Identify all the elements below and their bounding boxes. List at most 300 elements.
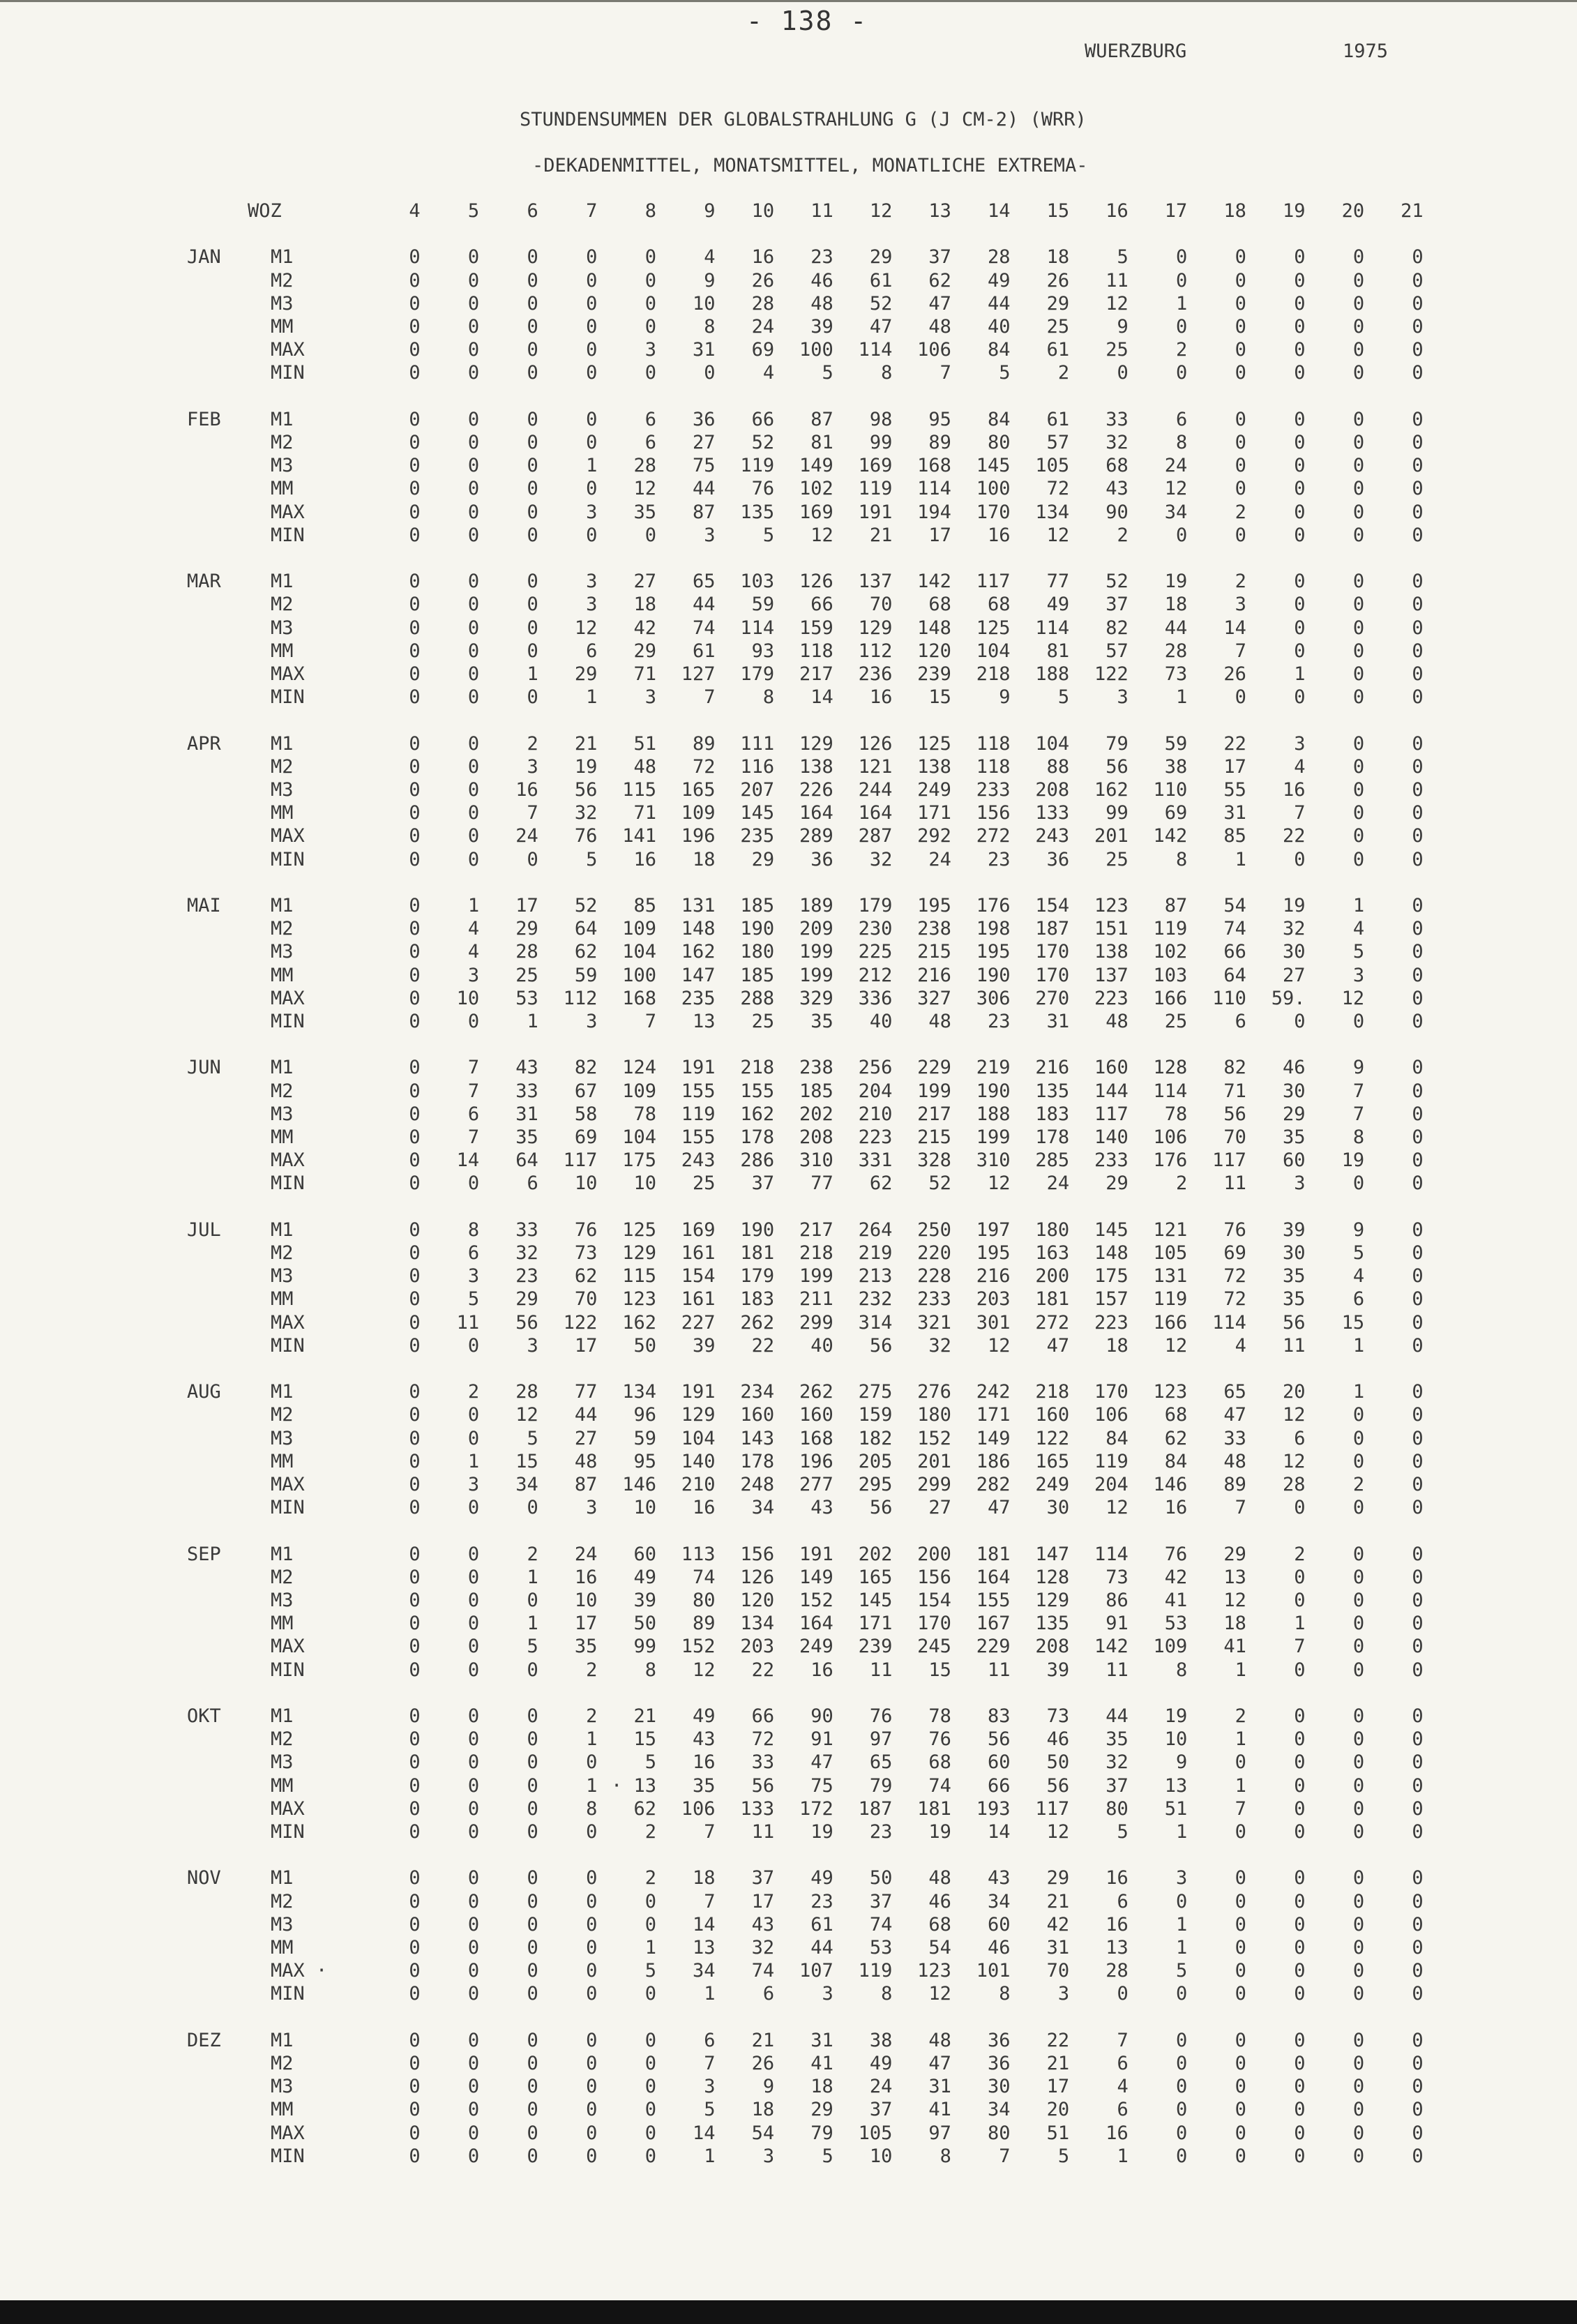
table-cell: 0 [1352,1450,1365,1472]
table-cell: 68 [1164,1404,1188,1426]
month-label [105,1566,271,1589]
table-cell: 79 [869,1774,893,1797]
table-cell: 4 [1235,1334,1246,1357]
table-cell: 14 [456,1149,480,1172]
table-cell: 0 [586,362,598,384]
table-row [105,1080,1424,1103]
table-cell: 61 [810,1913,833,1936]
table-cell: 107 [799,1960,833,1982]
table-cell: 10 [574,1172,598,1195]
table-cell: 0 [1412,1774,1424,1797]
table-row [105,1334,1424,1357]
table-cell: 223 [1094,1311,1129,1334]
spacer [105,709,1424,732]
table-cell: 28 [751,292,775,315]
table-cell: 223 [858,1126,893,1149]
table-cell: 0 [1412,802,1424,824]
table-cell: 76 [574,825,598,847]
table-cell: 0 [527,2145,538,2167]
table-cell: 8 [881,362,893,384]
table-cell: 0 [1412,1288,1424,1311]
table-cell: 183 [1035,1103,1070,1125]
month-gap [105,1357,1424,1380]
table-cell: 0 [1294,686,1306,709]
table-cell: 0 [409,1149,421,1172]
table-cell: 3 [704,2076,716,2098]
table-cell: 0 [1352,802,1365,824]
table-cell: 35 [1282,1265,1306,1288]
table-cell: 74 [869,1913,893,1936]
row-label: MIN [271,1659,305,1681]
table-cell: 121 [858,755,893,778]
table-cell: 115 [622,1265,656,1288]
month-label [105,755,271,778]
table-cell: 239 [858,1636,893,1658]
table-cell: 36 [988,2053,1011,2075]
table-cell: 287 [858,825,893,847]
table-row [105,1543,1424,1566]
table-cell: 46 [928,1890,951,1912]
table-cell: 0 [527,1497,538,1519]
table-cell: 0 [1352,339,1365,361]
table-cell: 0 [1176,2053,1188,2075]
table-cell: 7 [1235,1797,1246,1820]
table-cell: 0 [1412,524,1424,546]
table-cell: 49 [810,1867,833,1889]
table-cell: 0 [1352,432,1365,453]
table-cell: 0 [1412,895,1424,917]
row-label: M1 [271,1057,294,1079]
table-cell: 0 [409,2145,421,2167]
table-cell: 21 [1046,1890,1070,1912]
table-cell: 6 [586,640,598,662]
table-cell: 69 [751,339,775,361]
row-label: M1 [271,408,294,430]
table-cell: 25 [751,1011,775,1033]
table-cell: 100 [622,964,656,986]
table-cell: 113 [681,1543,716,1565]
table-cell: 12 [1046,524,1070,546]
table-cell: 36 [988,2029,1011,2051]
table-cell: 0 [1294,1867,1306,1889]
table-cell: 149 [799,455,833,477]
table-cell: 80 [988,2122,1011,2144]
month-label [105,617,271,640]
table-cell: 162 [681,941,716,963]
table-cell: 30 [1282,941,1306,963]
table-cell: 60 [633,1543,656,1565]
table-cell: 145 [858,1590,893,1612]
table-cell: 35 [1282,1126,1306,1149]
table-cell: 0 [586,2099,598,2121]
table-cell: 0 [1294,1960,1306,1982]
table-cell: 93 [751,640,775,662]
table-cell: 129 [858,617,893,639]
table-cell: 84 [988,408,1011,430]
table-cell: 3 [1176,1867,1188,1889]
table-cell: 218 [976,663,1011,686]
table-cell: 5 [586,848,598,870]
table-cell: 0 [467,1011,480,1033]
table-cell: 48 [574,1450,598,1472]
table-cell: 178 [740,1126,775,1149]
table-cell: 96 [633,1404,656,1426]
table-cell: 0 [586,2122,598,2144]
table-cell: 31 [1223,802,1246,824]
table-cell: 23 [988,1011,1011,1033]
table-cell: 32 [1106,432,1129,453]
table-cell: 0 [1412,779,1424,801]
table-cell: 0 [1412,941,1424,963]
table-cell: 75 [693,455,716,477]
table-cell: 208 [799,1126,833,1149]
table-cell: 9 [1352,1218,1365,1241]
table-cell: 217 [799,663,833,686]
table-cell: 168 [799,1427,833,1449]
table-cell: 149 [976,1427,1011,1449]
table-cell: 225 [858,941,893,963]
table-cell: 0 [467,2076,480,2098]
table-cell: 170 [976,501,1011,523]
table-cell: 0 [1235,2099,1246,2121]
row-label: MAX [271,339,305,361]
table-cell: 162 [1094,779,1129,801]
table-cell: 115 [622,779,656,801]
table-cell: 5 [527,1427,538,1449]
table-cell: 62 [574,941,598,963]
table-cell: 0 [1352,640,1365,662]
table-cell: 154 [681,1265,716,1288]
row-label: M2 [271,1728,294,1751]
table-cell: 59 [574,964,598,986]
table-row [105,1311,1424,1334]
table-cell: 152 [917,1427,951,1449]
table-cell: 36 [1046,848,1070,870]
table-cell: 160 [1094,1057,1129,1079]
table-cell: 203 [740,1636,775,1658]
table-row [105,1473,1424,1496]
table-cell: 72 [751,1728,775,1751]
table-row [105,477,1424,500]
table-cell: 195 [917,895,951,917]
month-label [105,824,271,847]
table-row [105,1913,1424,1936]
table-cell: 0 [409,594,421,616]
table-cell: 72 [1046,478,1070,500]
table-cell: 0 [1412,432,1424,453]
table-cell: 25 [515,964,538,986]
month-label [105,1496,271,1519]
row-label: MIN [271,1172,305,1195]
table-cell: 35 [633,501,656,523]
table-cell: 0 [644,2053,656,2075]
table-cell: 0 [1176,269,1188,292]
table-cell: 34 [693,1960,716,1982]
table-cell: 3 [822,1983,833,2005]
table-cell: 0 [409,1011,421,1033]
table-cell: 5 [644,1751,656,1774]
table-cell: 0 [1294,1913,1306,1936]
table-cell: 76 [574,1218,598,1241]
table-cell: 0 [1294,640,1306,662]
table-cell: 3 [586,594,598,616]
table-cell: 0 [1412,339,1424,361]
month-label [105,454,271,477]
table-cell: 70 [869,594,893,616]
table-cell: 6 [1117,2099,1129,2121]
table-cell: 41 [1223,1636,1246,1658]
table-cell: 0 [409,292,421,315]
table-cell: 49 [693,1705,716,1728]
table-cell: 1 [527,663,538,686]
table-cell: 27 [574,1427,598,1449]
table-cell: 0 [1294,2099,1306,2121]
table-cell: 0 [1352,292,1365,315]
table-cell: 4 [1294,755,1306,778]
table-cell: 29 [515,1288,538,1311]
table-cell: 0 [1235,686,1246,709]
table-cell: 5 [1352,941,1365,963]
table-row [105,1149,1424,1172]
table-cell: 135 [1035,1613,1070,1635]
table-cell: 6 [704,2029,716,2051]
table-cell: 0 [409,1450,421,1472]
table-cell: 295 [858,1474,893,1496]
month-gap [105,547,1424,570]
month-gap [105,222,1424,246]
table-cell: 0 [1235,339,1246,361]
table-cell: 135 [740,501,775,523]
table-cell: 0 [527,524,538,546]
table-cell: 0 [1412,1381,1424,1403]
month-label: MAR [187,571,221,593]
row-label: M1 [271,1381,294,1403]
table-cell: 0 [409,1960,421,1982]
table-cell: 0 [1352,1821,1365,1843]
table-cell: 239 [917,663,951,686]
table-cell: 8 [1176,432,1188,453]
table-cell: 12 [1223,1590,1246,1612]
table-cell: 16 [574,1566,598,1588]
table-cell: 0 [409,1080,421,1102]
table-cell: 0 [1412,1450,1424,1472]
table-cell: 0 [1352,501,1365,523]
table-cell: 270 [1035,987,1070,1009]
table-cell: 77 [574,1381,598,1403]
hour-header: 6 [527,200,538,222]
table-cell: 29 [869,246,893,269]
table-cell: 21 [869,524,893,546]
table-cell: 43 [751,1913,775,1936]
table-cell: 54 [751,2122,775,2144]
table-cell: 0 [467,2122,480,2144]
table-cell: 49 [633,1566,656,1588]
table-cell: 16 [693,1497,716,1519]
table-cell: 199 [976,1126,1011,1149]
table-cell: 169 [799,501,833,523]
table-cell: 40 [988,316,1011,338]
table-cell: 9 [999,686,1011,709]
table-cell: 104 [976,640,1011,662]
month-label: AUG [187,1381,221,1403]
row-label: M3 [271,941,294,963]
table-cell: 0 [1412,1404,1424,1426]
table-cell: 89 [928,432,951,453]
table-cell: 0 [467,1983,480,2005]
table-cell: 6 [1352,1288,1365,1311]
table-cell: 0 [409,1636,421,1658]
table-cell: 0 [409,2053,421,2075]
table-cell: 116 [740,755,775,778]
table-cell: 2 [1176,1172,1188,1195]
table-cell: 42 [633,617,656,639]
table-cell: 8 [467,1218,480,1241]
table-cell: 170 [1035,941,1070,963]
table-cell: 0 [1235,1983,1246,2005]
table-cell: 66 [751,408,775,430]
table-cell: 43 [810,1497,833,1519]
table-cell: 0 [1412,2145,1424,2167]
table-cell: 0 [527,1705,538,1728]
table-cell: 0 [1412,1427,1424,1449]
table-cell: 0 [527,2029,538,2051]
table-cell: 0 [409,802,421,824]
table-cell: 147 [681,964,716,986]
table-cell: 82 [574,1057,598,1079]
spacer [105,547,1424,570]
table-cell: 0 [1352,1427,1365,1449]
table-cell: 250 [917,1218,951,1241]
month-label [105,1172,271,1195]
month-label: OKT [187,1705,221,1728]
table-cell: 0 [1412,455,1424,477]
table-cell: 125 [622,1218,656,1241]
table-cell: 229 [976,1636,1011,1658]
table-cell: 0 [409,1057,421,1079]
table-cell: 2 [1352,1474,1365,1496]
table-cell: 66 [988,1774,1011,1797]
table-cell: 7 [467,1057,480,1079]
table-cell: 0 [1176,2099,1188,2121]
table-cell: 188 [1035,663,1070,686]
table-cell: 11 [1223,1172,1246,1195]
table-cell: 0 [1235,2122,1246,2144]
row-label: M2 [271,755,294,778]
table-cell: 49 [869,2053,893,2075]
table-cell: 83 [988,1705,1011,1728]
table-cell: 0 [409,1288,421,1311]
table-cell: 117 [1094,1103,1129,1125]
table-cell: 44 [1106,1705,1129,1728]
table-cell: 0 [1352,408,1365,430]
table-cell: 0 [409,941,421,963]
table-cell: 0 [1412,617,1424,639]
table-cell: 160 [1035,1404,1070,1426]
table-cell: 0 [409,663,421,686]
table-cell: 23 [810,246,833,269]
table-cell: 310 [799,1149,833,1172]
table-cell: 91 [1106,1613,1129,1635]
table-cell: 0 [467,1590,480,1612]
table-cell: 22 [751,1659,775,1681]
table-cell: 0 [527,686,538,709]
table-cell: 69 [1164,802,1188,824]
hour-header: 17 [1164,200,1188,222]
table-cell: 201 [1094,825,1129,847]
table-cell: 42 [1164,1566,1188,1588]
table-cell: 0 [467,1404,480,1426]
table-cell: 0 [409,732,421,755]
table-cell: 11 [869,1659,893,1681]
table-cell: 0 [1412,2099,1424,2121]
table-cell: 1 [527,1613,538,1635]
table-cell: 69 [1223,1242,1246,1265]
row-label: MAX [271,1149,305,1172]
table-cell: 46 [1282,1057,1306,1079]
table-cell: 72 [693,755,716,778]
table-cell: 114 [858,339,893,361]
table-row [105,2029,1424,2052]
table-cell: 15 [928,686,951,709]
table-cell: 17 [751,1890,775,1912]
table-cell: 4 [1352,918,1365,940]
table-cell: 185 [740,895,775,917]
table-cell: 56 [515,1311,538,1334]
row-label: M3 [271,455,294,477]
row-label: MAX [271,987,305,1009]
table-cell: 0 [586,1913,598,1936]
table-cell: 5 [1057,686,1070,709]
table-cell: 119 [858,478,893,500]
table-cell: 0 [527,2122,538,2144]
month-gap [105,2006,1424,2029]
table-cell: 76 [1223,1218,1246,1241]
table-cell: 0 [1412,825,1424,847]
spacer [105,871,1424,894]
row-label: M3 [271,1265,294,1288]
table-cell: 117 [563,1149,598,1172]
table-row [105,2122,1424,2145]
table-cell: 0 [1352,1011,1365,1033]
table-cell: 199 [799,964,833,986]
table-cell: 8 [762,686,775,709]
table-cell: 12 [928,1983,951,2005]
table-cell: 0 [1412,1172,1424,1195]
table-cell: 0 [409,686,421,709]
table-cell: 0 [409,964,421,986]
table-cell: 0 [1352,1172,1365,1195]
table-cell: 29 [515,918,538,940]
table-cell: 1 [527,1566,538,1588]
table-cell: 80 [1106,1797,1129,1820]
table-cell: 0 [1412,755,1424,778]
table-cell: 56 [574,779,598,801]
table-cell: 16 [1106,2122,1129,2144]
table-cell: 7 [467,1080,480,1102]
table-cell: 0 [1412,1636,1424,1658]
table-cell: 3 [527,755,538,778]
table-cell: 69 [574,1126,598,1149]
table-cell: 81 [810,432,833,453]
table-cell: 12 [1282,1450,1306,1472]
table-cell: 7 [1294,1636,1306,1658]
table-cell: 0 [409,617,421,639]
table-cell: 256 [858,1057,893,1079]
table-cell: 1 [1352,1334,1365,1357]
table-cell: 44 [693,478,716,500]
table-cell: 0 [1294,455,1306,477]
table-cell: 0 [409,362,421,384]
